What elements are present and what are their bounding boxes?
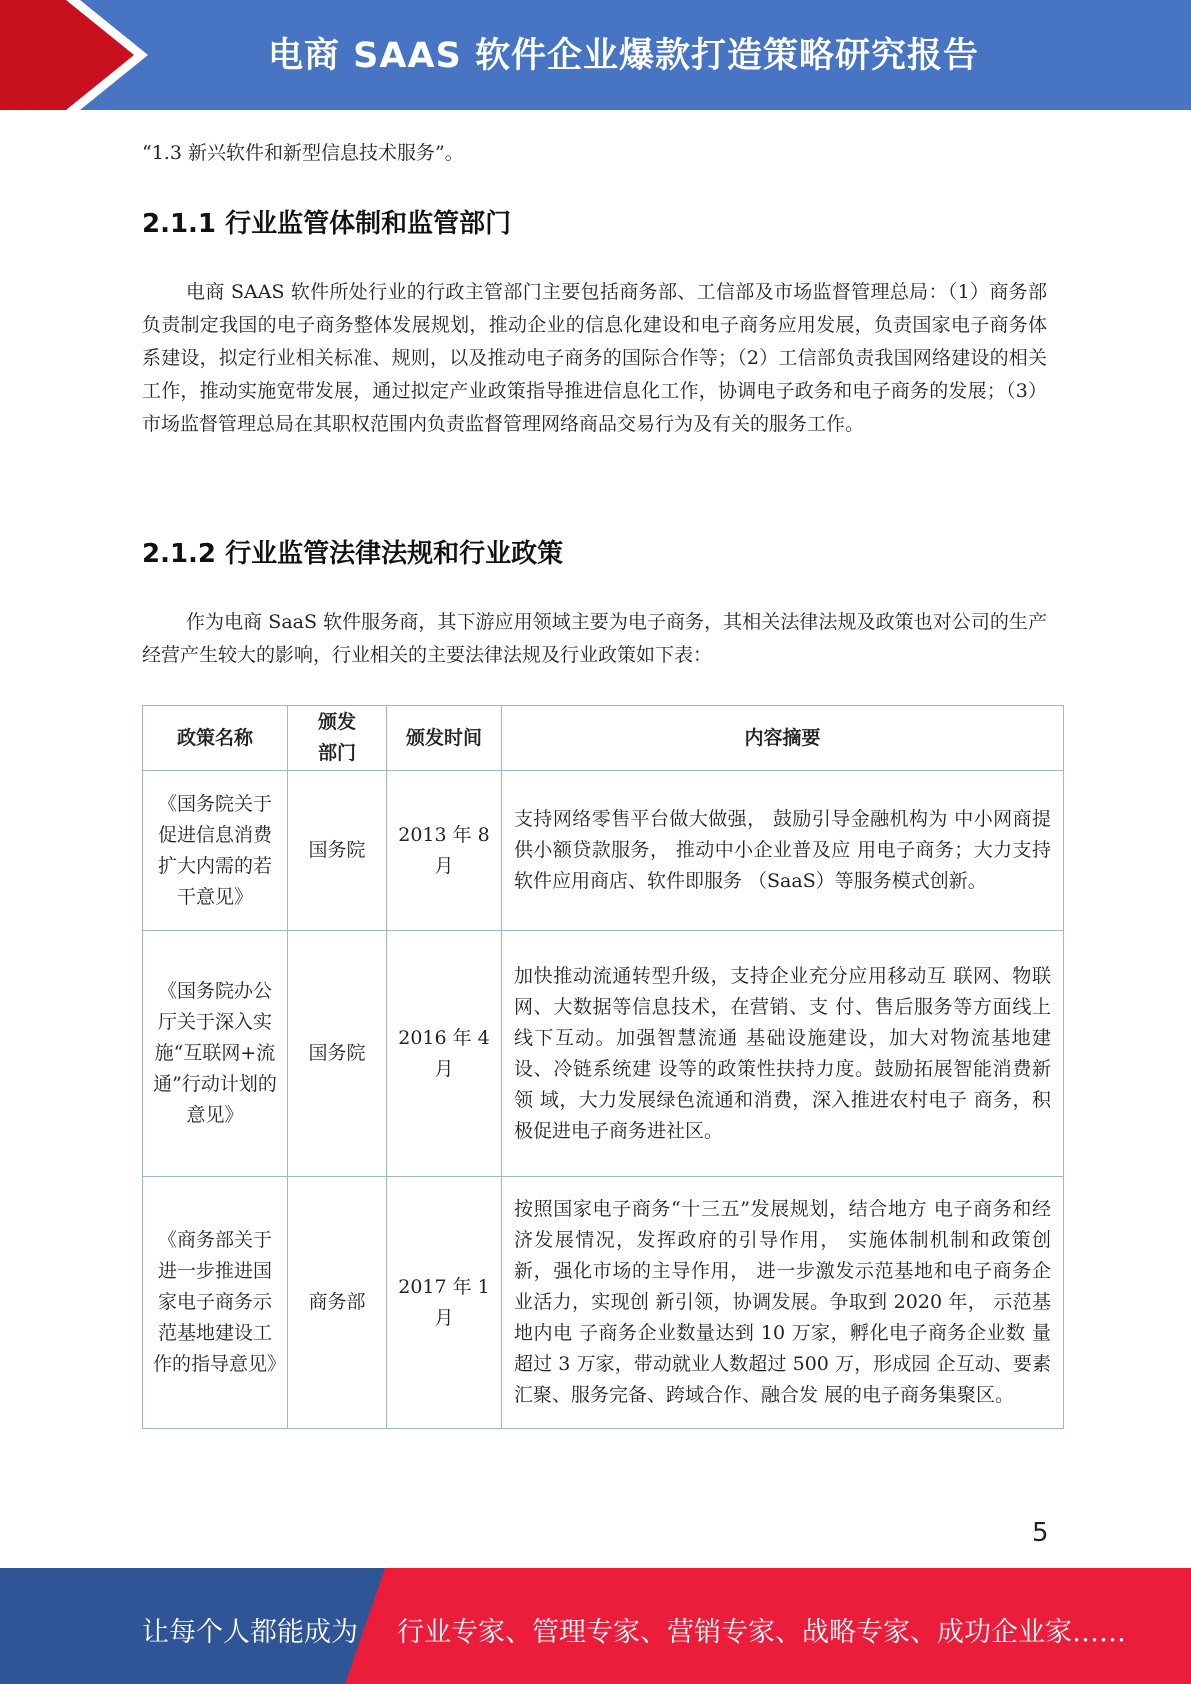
policy-name-cell: 《国务院关于促进信息消费扩大内需的若干意见》 [143, 771, 288, 931]
lead-text: “1.3 新兴软件和新型信息技术服务”。 [142, 142, 464, 164]
column-header: 政策名称 [143, 706, 288, 771]
column-header: 颁发时间 [387, 706, 502, 771]
section-heading-2-1-2: 2.1.2 行业监管法律法规和行业政策 [142, 539, 564, 569]
date-cell: 2017 年 1 月 [387, 1177, 502, 1429]
column-header: 颁发部门 [288, 706, 387, 771]
policy-table [142, 705, 1064, 1429]
footer-slogan-left: 让每个人都能成为 [142, 1617, 358, 1648]
section-paragraph-2-1-2: 作为电商 SaaS 软件服务商，其下游应用领域主要为电子商务，其相关法律法规及政策也对公司的生产经营产生较大的影响，行业相关的主要法律法规及行业政策如下表： [142, 611, 1047, 666]
date-cell: 2013 年 8 月 [387, 771, 502, 931]
date-cell: 2016 年 4 月 [387, 931, 502, 1177]
table-row [143, 771, 1064, 931]
footer-banner [0, 1568, 1191, 1684]
dept-cell: 商务部 [288, 1177, 387, 1429]
footer-slogan-right: 行业专家、管理专家、营销专家、战略专家、成功企业家…… [397, 1617, 1126, 1648]
table-row [143, 931, 1064, 1177]
dept-cell: 国务院 [288, 771, 387, 931]
report-title: 电商 SAAS 软件企业爆款打造策略研究报告 [268, 36, 979, 76]
table-header-row [143, 706, 1064, 771]
table-row [143, 1177, 1064, 1429]
summary-cell: 加快推动流通转型升级，支持企业充分应用移动互 联网、物联网、大数据等信息技术，在营销、支 付、售后服务等方面线上线下互动。加强智慧流通 基础设施建设，加大对物流基地建设、冷链系统建 设等的政策性扶持力度。鼓励拓展智能消费新领 域，大力发展绿色流通和消费，深入推进农村电子 商务，积极促进电子商务进社区。 [502, 931, 1064, 1177]
header-banner [0, 0, 1191, 110]
section-heading-2-1-1: 2.1.1 行业监管体制和监管部门 [142, 209, 512, 239]
page-number: 5 [1032, 1518, 1049, 1548]
section-paragraph-2-1-1: 电商 SAAS 软件所处行业的行政主管部门主要包括商务部、工信部及市场监督管理总局：（1）商务部负责制定我国的电子商务整体发展规划，推动企业的信息化建设和电子商务应用发展，负责国家电子商务体系建设，拟定行业相关标准、规则，以及推动电子商务的国际合作等；（2）工信部负责我国网络建设的相关工作，推动实施宽带发展，通过拟定产业政策指导推进信息化工作，协调电子政务和电子商务的发展；（3）市场监督管理总局在其职权范围内负责监督管理网络商品交易行为及有关的服务工作。 [142, 281, 1047, 435]
summary-cell: 支持网络零售平台做大做强， 鼓励引导金融机构为 中小网商提供小额贷款服务， 推动中小企业普及应 用电子商务；大力支持软件应用商店、软件即服务 （SaaS）等服务模式创新。 [502, 771, 1064, 931]
policy-name-cell: 《国务院办公厅关于深入实施“互联网+流通”行动计划的意见》 [143, 931, 288, 1177]
summary-cell: 按照国家电子商务“十三五”发展规划，结合地方 电子商务和经济发展情况，发挥政府的引导作用， 实施体制机制和政策创新，强化市场的主导作用， 进一步激发示范基地和电子商务企业活力，实现创 新引领，协调发展。争取到 2020 年， 示范基地内电 子商务企业数量达到 10 万家，孵化电子商务企业数 量超过 3 万家，带动就业人数超过 500 万，形成园 企互动、要素汇聚、服务完备、跨域合作、融合发 展的电子商务集聚区。 [502, 1177, 1064, 1429]
dept-cell: 国务院 [288, 931, 387, 1177]
policy-name-cell: 《商务部关于进一步推进国家电子商务示范基地建设工作的指导意见》 [143, 1177, 288, 1429]
column-header: 内容摘要 [502, 706, 1064, 771]
